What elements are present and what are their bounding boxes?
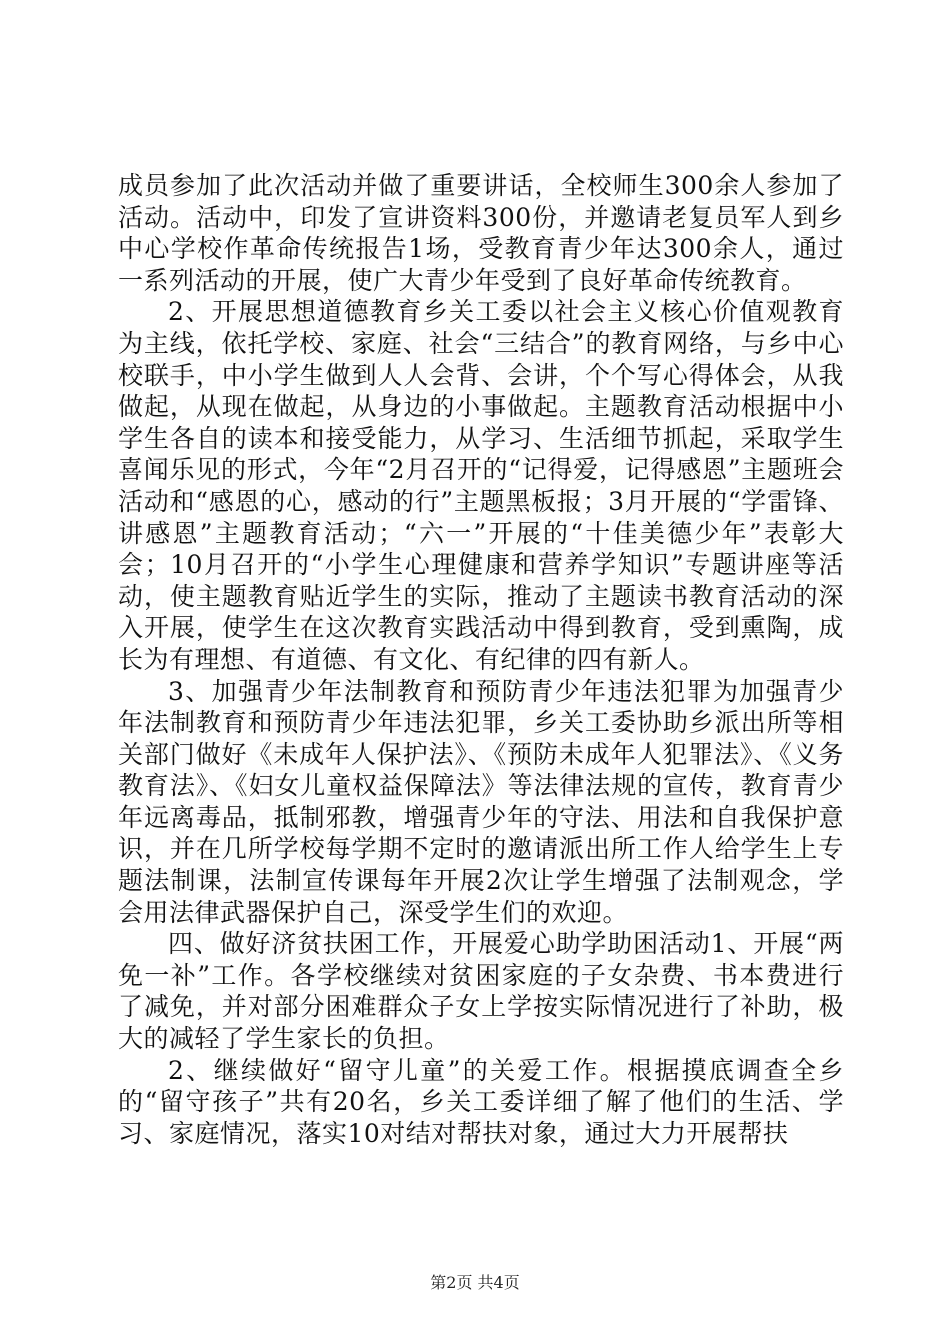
paragraph-4: 四、做好济贫扶困工作，开展爱心助学助困活动1、开展“两免一补”工作。各学校继续对贫困家庭的子女杂费、书本费进行了减免，并对部分困难群众子女上学按实际情况进行了补助，极大的减轻了学生家长的负担。 <box>118 929 844 1054</box>
paragraph-3: 3、加强青少年法制教育和预防青少年违法犯罪为加强青少年法制教育和预防青少年违法犯罪，乡关工委协助乡派出所等相关部门做好《未成年人保护法》、《预防未成年人犯罪法》、《义务教育法》、《妇女儿童权益保障法》等法律法规的宣传，教育青少年远离毒品，抵制邪教，增强青少年的守法、用法和自我保护意识，并在几所学校每学期不定时的邀请派出所工作人给学生上专题法制课，法制宣传课每年开展2次让学生增强了法制观念，学会用法律武器保护自己，深受学生们的欢迎。 <box>118 676 844 927</box>
paragraph-5: 2、继续做好“留守儿童”的关爱工作。根据摸底调查全乡的“留守孩子”共有20名，乡关工委详细了解了他们的生活、学习、家庭情况，落实10对结对帮扶对象，通过大力开展帮扶 <box>118 1055 844 1148</box>
paragraph-1: 成员参加了此次活动并做了重要讲话，全校师生300余人参加了活动。活动中，印发了宣讲资料300份，并邀请老复员军人到乡中心学校作革命传统报告1场，受教育青少年达300余人，通过一系列活动的开展，使广大青少年受到了良好革命传统教育。 <box>118 171 844 295</box>
paragraph-2: 2、开展思想道德教育乡关工委以社会主义核心价值观教育为主线，依托学校、家庭、社会“三结合”的教育网络，与乡中心校联手，中小学生做到人人会背、会讲，个个写心得体会，从我做起，从现在做起，从身边的小事做起。主题教育活动根据中小学生各自的读本和接受能力，从学习、生活细节抓起，采取学生喜闻乐见的形式，今年“2月召开的“记得爱，记得感恩”主题班会活动和“感恩的心，感动的行”主题黑板报；3月开展的“学雷锋、讲感恩”主题教育活动；“六一”开展的“十佳美德少年”表彰大会；10月召开的“小学生心理健康和营养学知识”专题讲座等活动，使主题教育贴近学生的实际，推动了主题读书教育活动的深入开展，使学生在这次教育实践活动中得到教育，受到熏陶，成长为有理想、有道德、有文化、有纪律的四有新人。 <box>118 297 844 674</box>
page-footer: 第2页 共4页 <box>430 1273 520 1292</box>
document-body <box>118 170 844 1149</box>
